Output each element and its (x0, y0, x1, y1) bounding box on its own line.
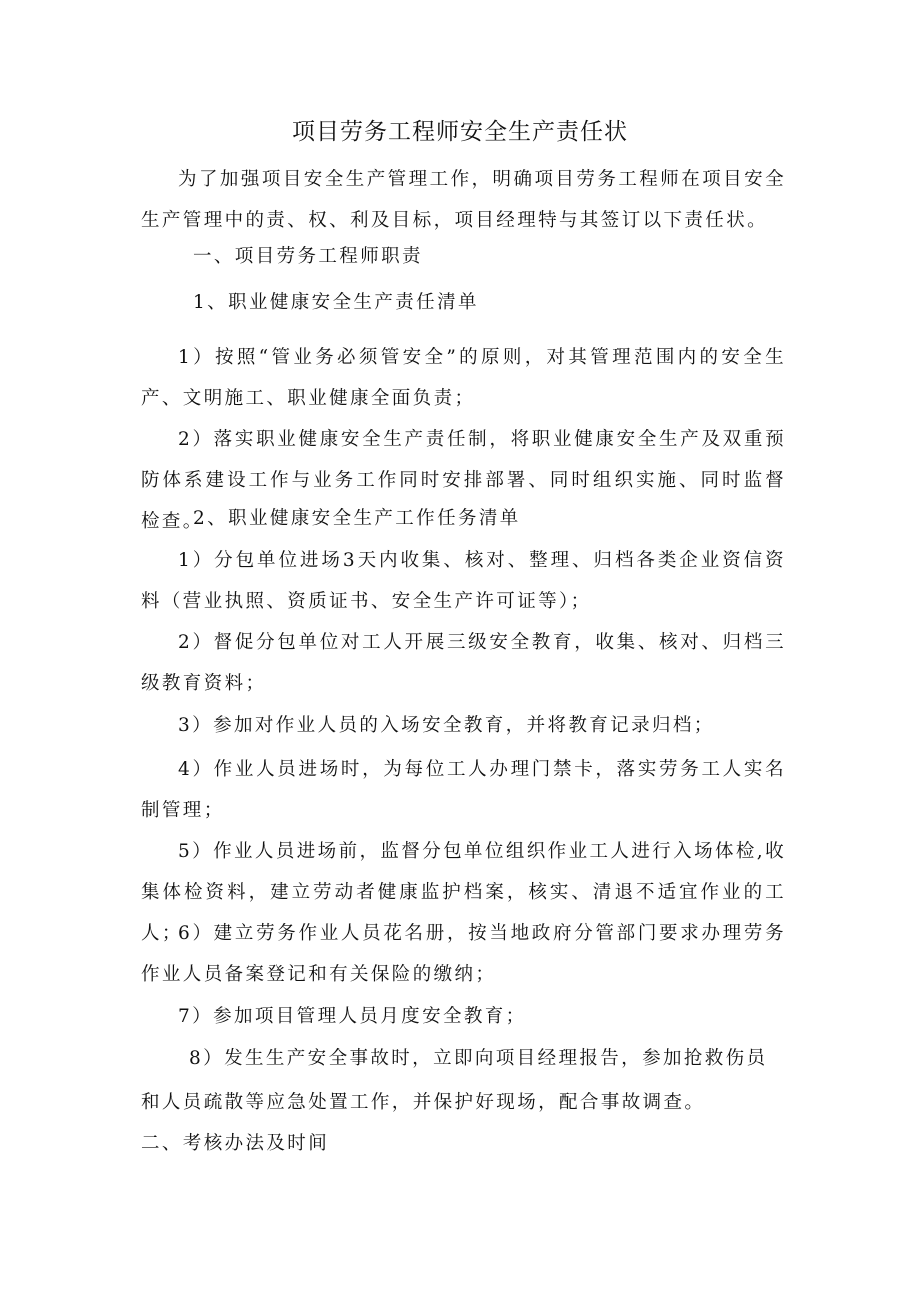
intro-paragraph: 为了加强项目安全生产管理工作，明确项目劳务工程师在项目安全生产管理中的责、权、利及目标，项目经理特与其签订以下责任状。 (141, 169, 786, 231)
duty-item-1: 1）按照“管业务必须管安全”的原则，对其管理范围内的安全生产、文明施工、职业健康全面负责； (141, 347, 786, 409)
task-item-6: 6）建立劳务作业人员花名册，按当地政府分管部门要求办理劳务作业人员备案登记和有关保险的缴纳； (141, 923, 786, 985)
task-item-4: 4）作业人员进场时，为每位工人办理门禁卡，落实劳务工人实名制管理； (141, 759, 786, 821)
document-title: 项目劳务工程师安全生产责任状 (292, 119, 628, 145)
task-item-2: 2）督促分包单位对工人开展三级安全教育，收集、核对、归档三级教育资料； (141, 632, 786, 694)
section-2-heading: 二、考核办法及时间 (141, 1133, 330, 1154)
subsection-1-heading: 1、职业健康安全生产责任清单 (193, 292, 479, 313)
task-item-8-line-1: 8）发生生产安全事故时，立即向项目经理报告，参加抢救伤员 (189, 1048, 768, 1069)
task-item-7: 7）参加项目管理人员月度安全教育； (178, 1006, 527, 1027)
section-1-heading: 一、项目劳务工程师职责 (193, 246, 423, 267)
duty-item-2: 2）落实职业健康安全生产责任制，将职业健康安全生产及双重预防体系建设工作与业务工作同时安排部署、同时组织实施、同时监督检查。 (141, 429, 786, 532)
task-item-1: 1）分包单位进场3天内收集、核对、整理、归档各类企业资信资料（营业执照、资质证书、安全生产许可证等）； (141, 550, 786, 612)
task-item-5: 5）作业人员进场前，监督分包单位组织作业工人进行入场体检,收集体检资料，建立劳动者健康监护档案，核实、清退不适宜作业的工人； (141, 841, 786, 944)
subsection-2-heading: 2、职业健康安全生产工作任务清单 (193, 508, 521, 529)
task-item-8-line-2: 和人员疏散等应急处置工作，并保护好现场，配合事故调查。 (141, 1092, 706, 1113)
task-item-3: 3）参加对作业人员的入场安全教育，并将教育记录归档； (178, 715, 715, 736)
